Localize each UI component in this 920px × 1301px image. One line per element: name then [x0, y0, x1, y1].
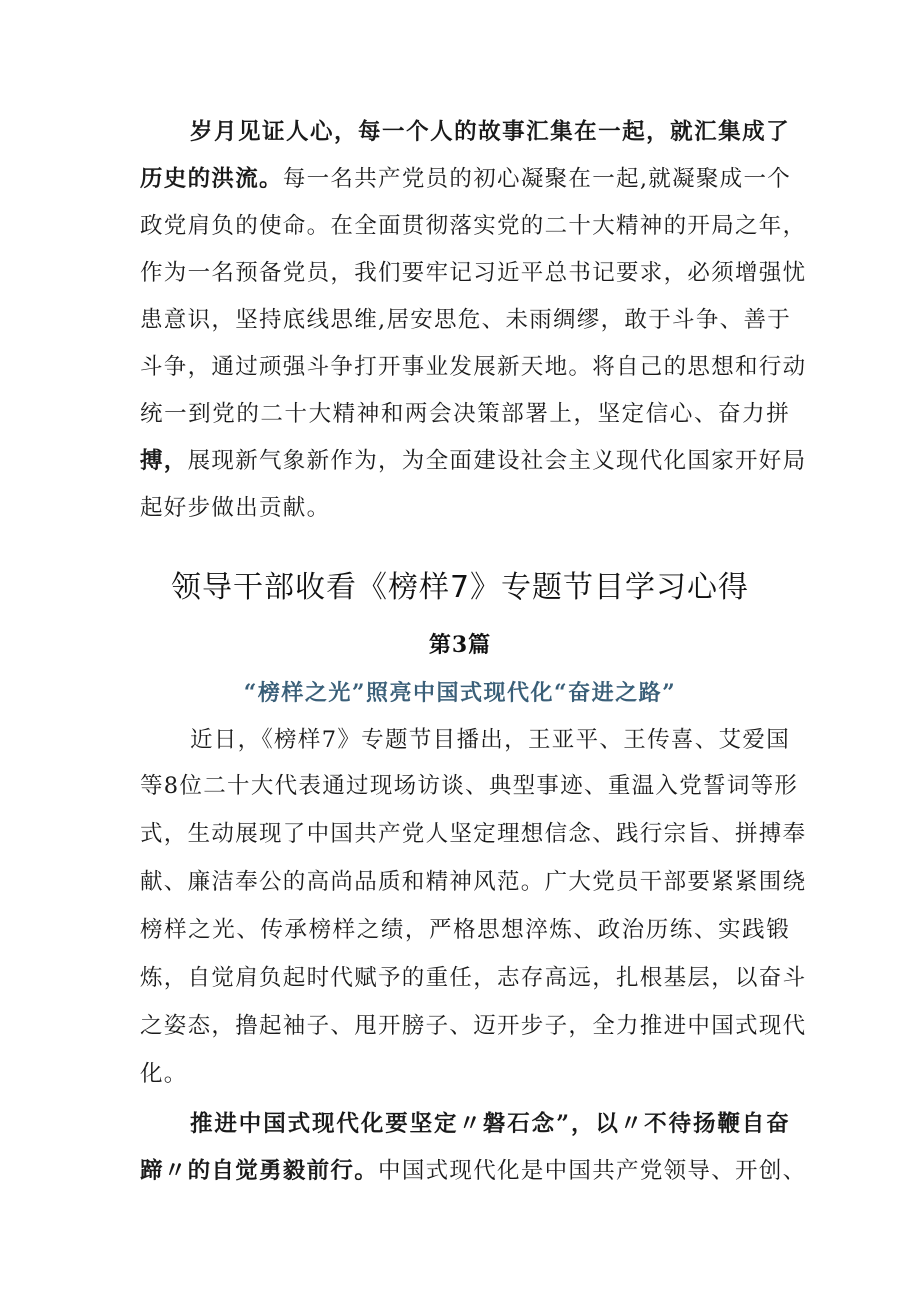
article-title: 领导干部收看《榜样7》专题节目学习心得	[170, 570, 750, 605]
body-text: 斗争，通过顽强斗争打开事业发展新天地。将自己的思想和行动	[140, 354, 807, 380]
paragraph-2-line-5	[140, 906, 790, 954]
body-text: 化。	[140, 1061, 188, 1087]
paragraph-1-line-8	[140, 437, 807, 485]
paragraph-1-line-2	[140, 155, 790, 203]
paragraph-1-line-6	[140, 343, 807, 391]
paragraph-2-line-8	[140, 1050, 790, 1098]
bold-text: 搏，	[140, 448, 188, 474]
paragraph-2-line-2	[140, 762, 799, 810]
article-part-label: 第3篇	[428, 632, 492, 658]
paragraph-2-line-4	[140, 858, 807, 906]
paragraph-1-line-1	[190, 108, 790, 156]
paragraph-3-line-1	[190, 1100, 790, 1148]
paragraph-3-line-2	[140, 1147, 807, 1195]
body-text: 近日，《榜样7》专题节目播出，王亚平、王传喜、艾爱国	[190, 727, 790, 753]
paragraph-1-line-9	[140, 484, 790, 532]
body-text: 等8位二十大代表通过现场访谈、典型事迹、重温入党誓词等形	[140, 773, 799, 799]
paragraph-1-line-7	[140, 390, 790, 438]
body-text: 政党肩负的使命。在全面贯彻落实党的二十大精神的开局之年，	[140, 213, 807, 239]
body-text: 统一到党的二十大精神和两会决策部署上，坚定信心、奋力拼	[140, 401, 790, 427]
body-text: 每一名共产党员的初心凝聚在一起,就凝聚成一个	[282, 166, 792, 192]
body-text: 中国式现代化是中国共产党领导、开创、	[378, 1158, 807, 1184]
body-text: 榜样之光、传承榜样之绩，严格思想淬炼、政治历练、实践锻	[140, 917, 790, 943]
body-text: 式，生动展现了中国共产党人坚定理想信念、践行宗旨、拼搏奉	[140, 821, 807, 847]
paragraph-1-line-3	[140, 202, 807, 250]
paragraph-2-line-1	[190, 716, 790, 764]
bold-text: 蹄〃的自觉勇毅前行。	[140, 1158, 379, 1184]
paragraph-2-line-7	[140, 1002, 807, 1050]
paragraph-2-line-3	[140, 810, 807, 858]
body-text: 作为一名预备党员，我们要牢记习近平总书记要求，必须增强忧	[140, 260, 807, 286]
article-subtitle: “榜样之光”照亮中国式现代化“奋进之路”	[243, 680, 677, 706]
body-text: 之姿态，撸起袖子、甩开膀子、迈开步子，全力推进中国式现代	[140, 1013, 807, 1039]
bold-text: 推进中国式现代化要坚定〃磐石念”，以〃不待扬鞭自奋	[190, 1111, 790, 1137]
bold-text: 岁月见证人心，每一个人的故事汇集在一起，就汇集成了	[190, 119, 790, 145]
bold-text: 历史的洪流。	[140, 166, 283, 192]
body-text: 献、廉洁奉公的高尚品质和精神风范。广大党员干部要紧紧围绕	[140, 869, 807, 895]
body-text: 起好步做出贡献。	[140, 495, 331, 521]
paragraph-2-line-6	[140, 954, 807, 1002]
body-text: 展现新气象新作为，为全面建设社会主义现代化国家开好局	[187, 448, 807, 474]
paragraph-1-line-5	[140, 296, 790, 344]
paragraph-1-line-4	[140, 249, 807, 297]
body-text: 炼，自觉肩负起时代赋予的重任，志存高远，扎根基层，以奋斗	[140, 965, 807, 991]
body-text: 患意识，坚持底线思维,居安思危、未雨绸缪，敢于斗争、善于	[140, 307, 792, 333]
